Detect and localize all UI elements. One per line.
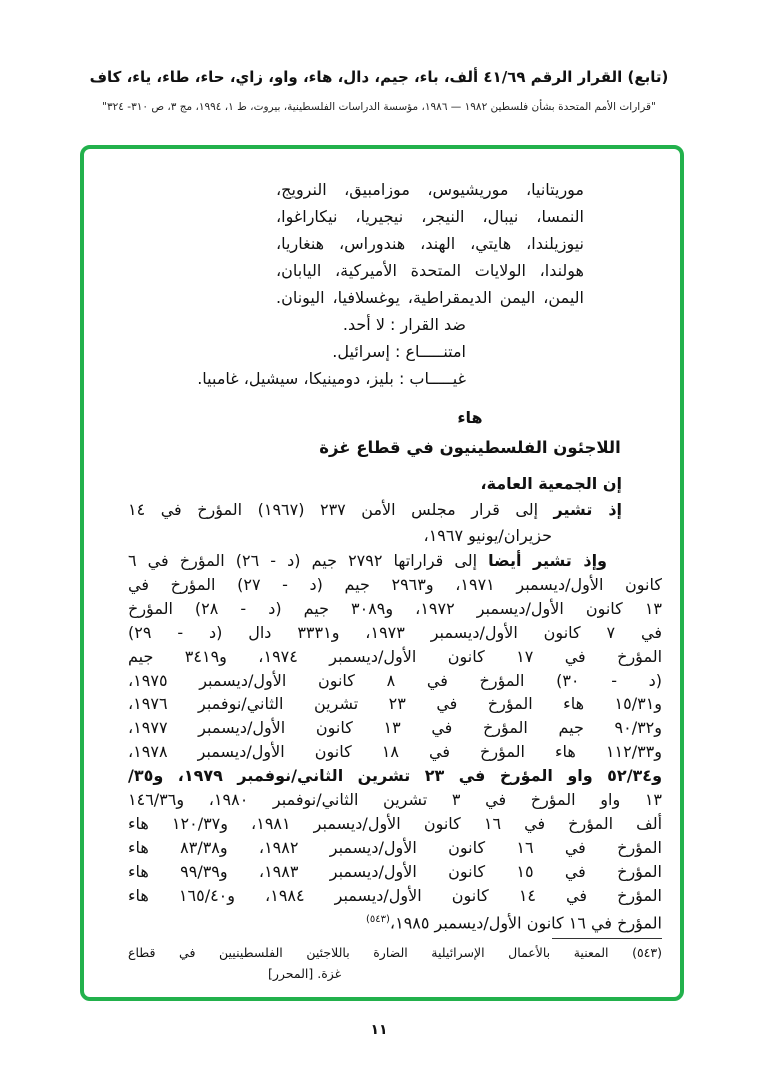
- opening-clause: إن الجمعية العامة،: [480, 474, 622, 493]
- recital-lead: وإذ تشير أيضا: [488, 551, 608, 570]
- paragraph-last-line: [128, 908, 662, 935]
- country-list-line: هولندا، الولايات المتحدة الأميركية، اليابان،: [276, 261, 584, 280]
- paragraph-line: المؤرخ في ١٤ كانون الأول/ديسمبر ١٩٨٤، و١٦٥/٤٠ هاء: [128, 885, 662, 905]
- vote-abstain-line: امتنـــــاع : إسرائيل.: [332, 342, 466, 361]
- country-list-line: النمسا، نيبال، النيجر، نيجيريا، نيكاراغوا،: [276, 207, 584, 226]
- paragraph-line: في ٧ كانون الأول/ديسمبر ١٩٧٣، و٣٣٣١ دال (د - ٢٩): [128, 622, 662, 642]
- footnote-line: غزة. [المحرر]: [268, 965, 342, 981]
- recital-paragraph-1: [128, 497, 662, 549]
- paragraph-line: المؤرخ في ١٦ كانون الأول/ديسمبر ١٩٨٢، و٨٣/٣٨ هاء: [128, 837, 662, 857]
- vote-results: [128, 311, 662, 392]
- footnote-separator-rule: [552, 938, 662, 939]
- footnote-block: [128, 942, 662, 984]
- footnote-line: (٥٤٣) المعنية بالأعمال الإسرائيلية الضارة باللاجئين الفلسطينيين في قطاع: [128, 944, 662, 960]
- document-body: [84, 149, 680, 997]
- paragraph-line: ألف المؤرخ في ١٦ كانون الأول/ديسمبر ١٩٨١، و١٢٠/٣٧ هاء: [128, 813, 663, 833]
- country-list: [276, 176, 584, 311]
- green-highlight-border: [80, 145, 684, 1001]
- recital-text: إلى قرار مجلس الأمن ٢٣٧ (١٩٦٧) المؤرخ في ١٤: [128, 500, 554, 519]
- country-list-line: نيوزيلندا، هايتي، الهند، هندوراس، هنغاريا،: [276, 234, 584, 253]
- paragraph-line: و١٥/٣١ هاء المؤرخ في ٢٣ تشرين الثاني/نوفمبر ١٩٧٦،: [128, 694, 663, 714]
- recital-lead: إذ تشير: [553, 500, 623, 519]
- paragraph-line: المؤرخ في ١٧ كانون الأول/ديسمبر ١٩٧٤، و٣٤١٩ جيم: [128, 646, 663, 666]
- recital-text: المؤرخ في ١٦ كانون الأول/ديسمبر ١٩٨٥،: [389, 912, 662, 932]
- paragraph-line: ١٣ واو المؤرخ في ٣ تشرين الثاني/نوفمبر ١٩٨٠، و١٤٦/٣٦: [128, 790, 662, 810]
- page-number: ١١: [370, 1022, 388, 1038]
- paragraph-line: كانون الأول/ديسمبر ١٩٧١، و٢٩٦٣ جيم (د - ٢٧) المؤرخ في: [128, 574, 663, 594]
- paragraph-line: [128, 497, 662, 523]
- country-list-line: موريتانيا، موريشيوس، موزامبيق، النرويج،: [276, 180, 584, 199]
- recital-text: إلى قراراتها ٢٧٩٢ جيم (د - ٢٦) المؤرخ في ٦: [128, 551, 489, 570]
- country-list-line: اليمن، اليمن الديمقراطية، يوغسلافيا، اليونان.: [276, 288, 584, 307]
- vote-absent-line: غيـــــاب : بليز، دومينيكا، سيشيل، غامبيا.: [197, 369, 466, 388]
- paragraph-line: المؤرخ في ١٥ كانون الأول/ديسمبر ١٩٨٣، و٩٩/٣٩ هاء: [128, 861, 662, 881]
- section-title: اللاجئون الفلسطينيون في قطاع غزة: [319, 438, 621, 457]
- paragraph-line: [128, 549, 662, 573]
- paragraph-line: و٩٠/٣٢ جيم المؤرخ في ١٣ كانون الأول/ديسمبر ١٩٧٧،: [128, 718, 662, 738]
- paragraph-line: ١٣ كانون الأول/ديسمبر ١٩٧٢، و٣٠٨٩ جيم (د - ٢٨) المؤرخ: [128, 598, 663, 618]
- recital-paragraph-2: [128, 549, 662, 935]
- paragraph-line-bold: و٥٢/٣٤ واو المؤرخ في ٢٣ تشرين الثاني/نوفمبر ١٩٧٩، و٣٥/: [128, 766, 663, 786]
- vote-against-line: ضد القرار : لا أحد.: [342, 315, 466, 334]
- paragraph-line: (د - ٣٠) المؤرخ في ٨ كانون الأول/ديسمبر ١٩٧٥،: [128, 670, 662, 690]
- paragraph-line: حزيران/يونيو ١٩٦٧،: [423, 526, 552, 545]
- source-citation: "قرارات الأمم المتحدة بشأن فلسطين ١٩٨٢ — ١٩٨٦، مؤسسة الدراسات الفلسطينية، بيروت، ط ١، ١٩٩٤، مج ٣، ص ٣١٠- ٣٢٤": [102, 101, 656, 113]
- paragraph-line: و١١٢/٣٣ هاء المؤرخ في ١٨ كانون الأول/ديسمبر ١٩٧٨،: [128, 742, 662, 762]
- footnote-reference: (٥٤٣): [365, 913, 390, 925]
- section-letter: هاء: [457, 408, 483, 427]
- resolution-header: (تابع) القرار الرقم ٤١/٦٩ ألف، باء، جيم، دال، هاء، واو، زاي، حاء، طاء، ياء، كاف: [89, 68, 669, 86]
